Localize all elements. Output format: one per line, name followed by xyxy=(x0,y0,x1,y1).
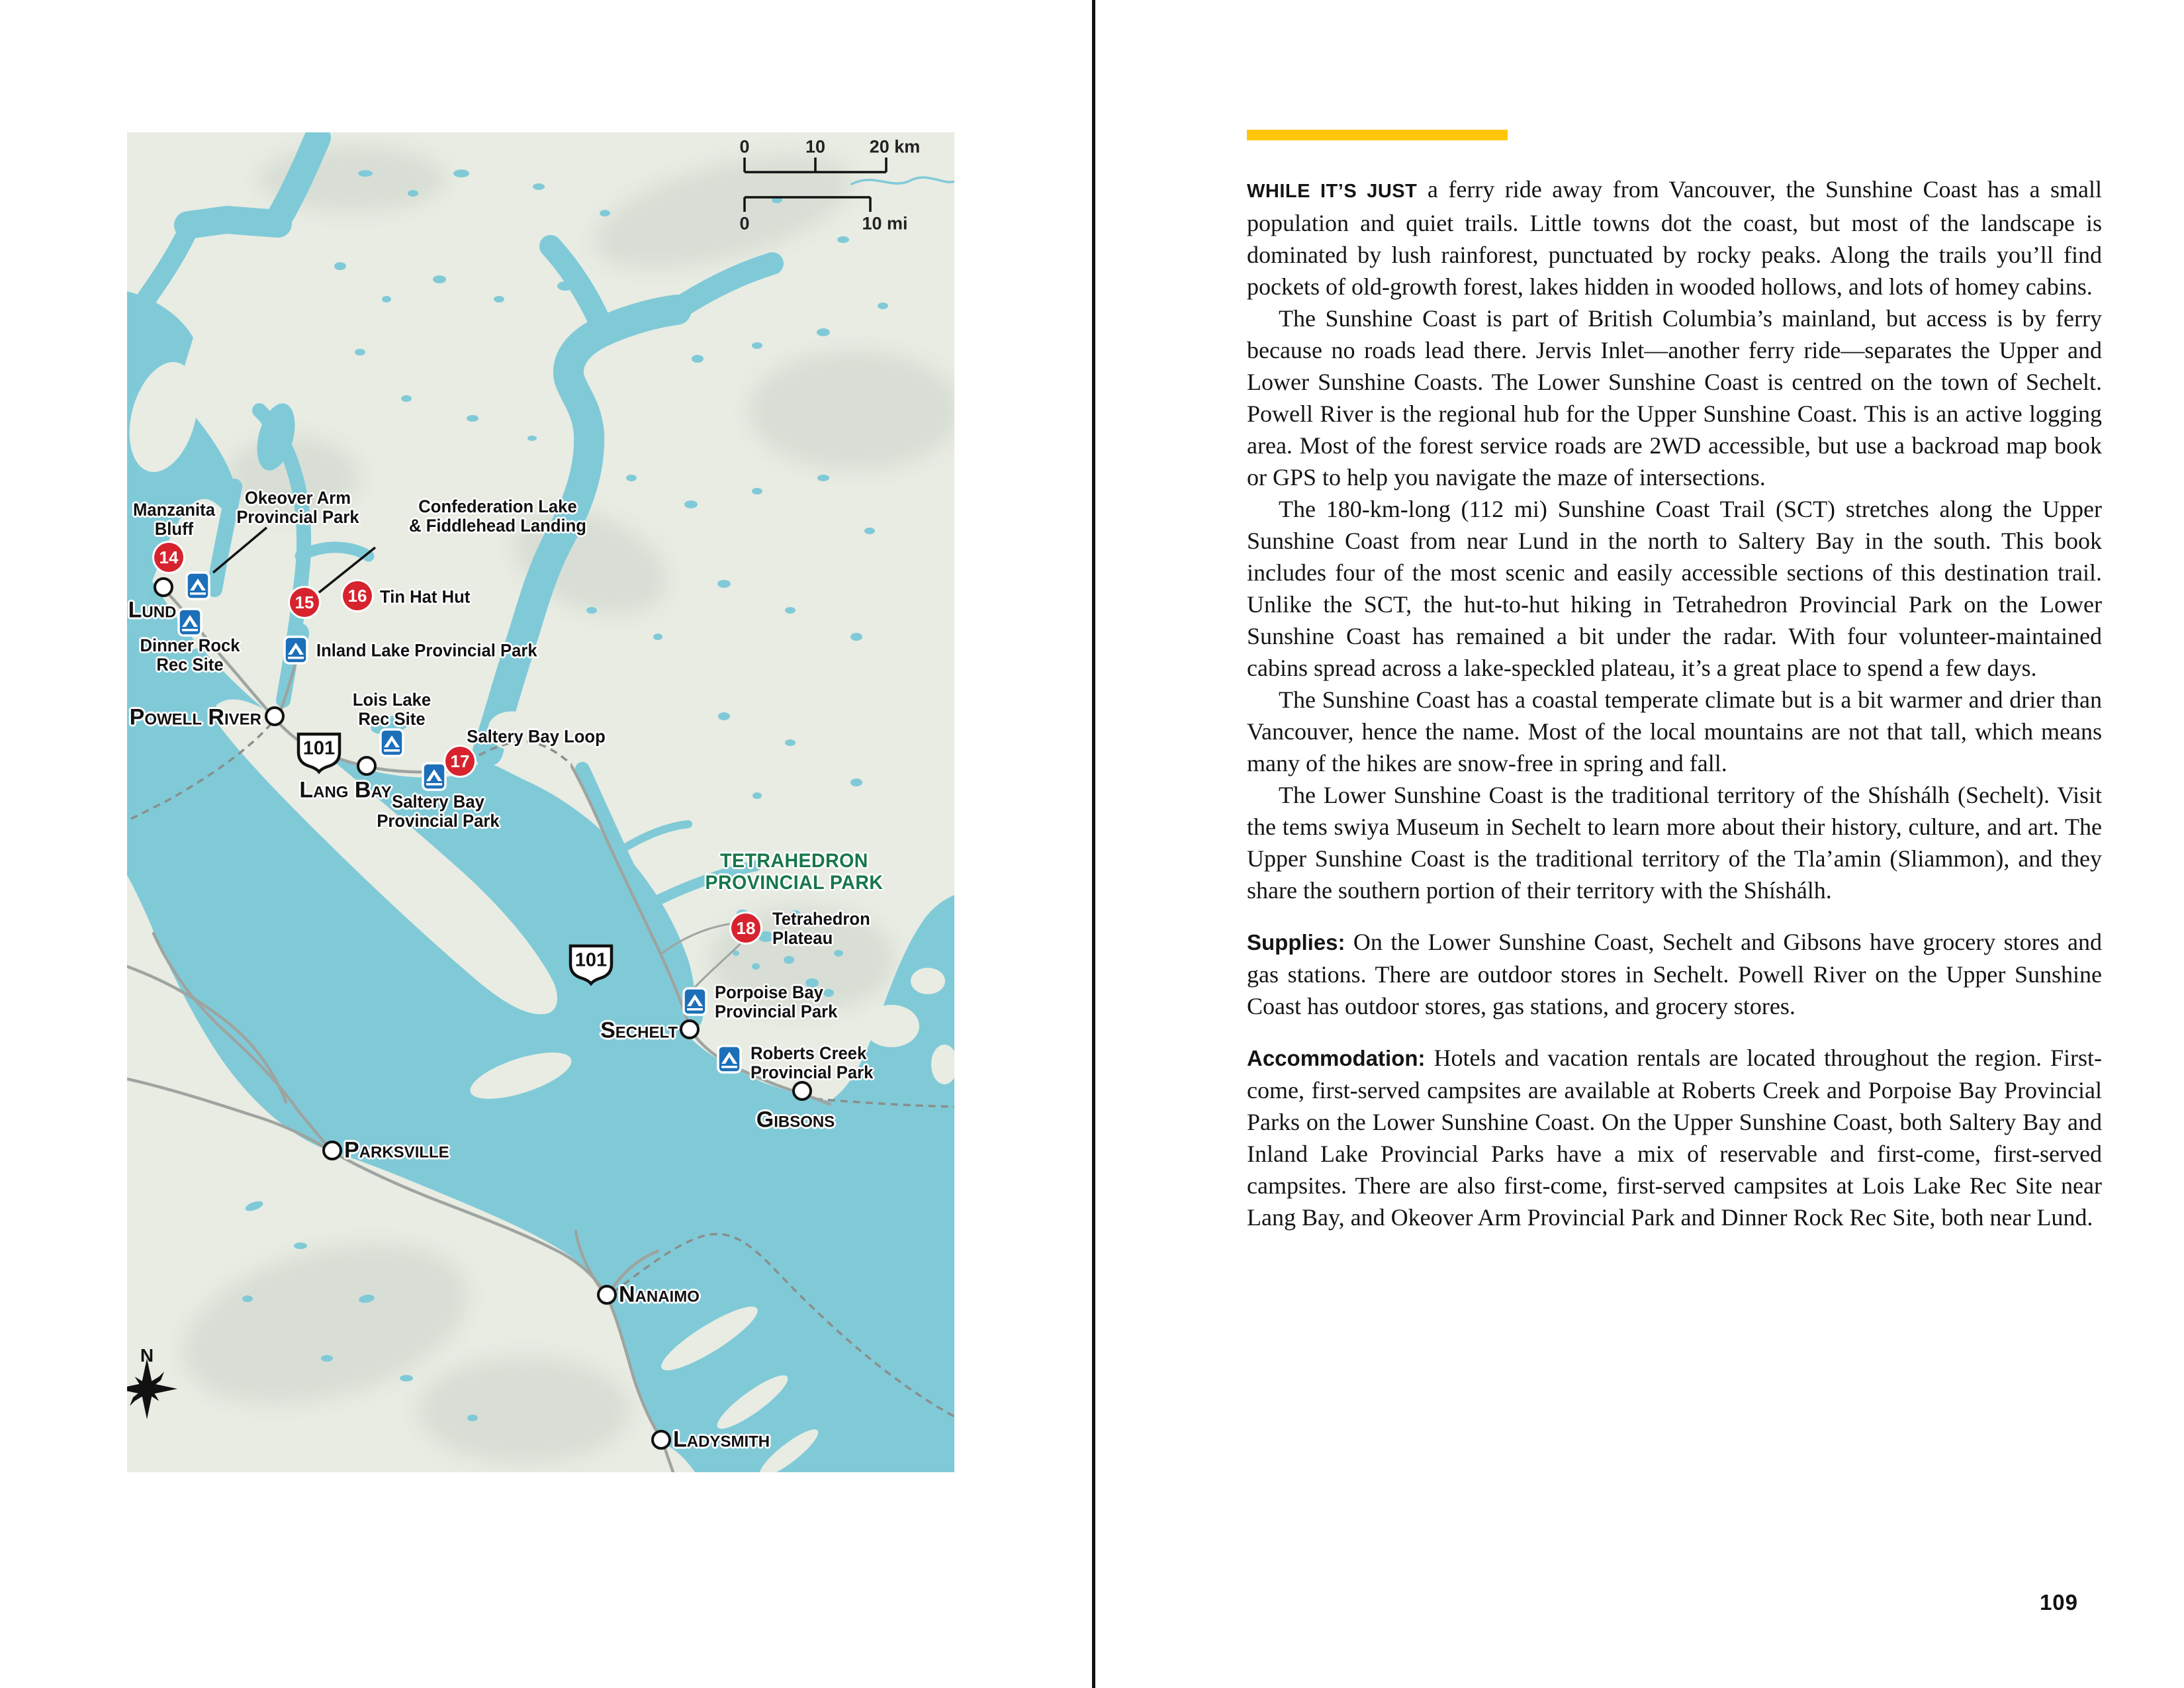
scale-label-km10: 10 xyxy=(805,136,826,157)
label-lois-lake xyxy=(353,690,431,729)
label-line: Rec Site xyxy=(156,655,224,675)
label-line: & Fiddlehead Landing xyxy=(409,516,586,536)
intro-body: a ferry ride away from Vancouver, the Sunshine Coast has a small population and quiet trails. Little towns dot the coast, but most of the landscape is dominated by lush rainforest, punctuated by rocky peaks. Along the trails you’ll find pockets of old-growth forest, lakes hidden in wooded hollows, and lots of homey cabins. xyxy=(1247,176,2103,300)
accommodation-label: Accommodation: xyxy=(1247,1046,1426,1070)
label-line: Bluff xyxy=(154,519,194,539)
campsite-icon-porpoise-bay xyxy=(684,988,706,1015)
town-label-sechelt: Sechelt xyxy=(600,1017,678,1043)
trail-marker-16: 16 xyxy=(343,581,372,610)
town-dot-nanaimo xyxy=(597,1285,617,1305)
trail-marker-15: 15 xyxy=(290,588,319,617)
town-dot-ladysmith xyxy=(651,1430,671,1450)
label-tetrahedron-provincial-park xyxy=(705,850,884,894)
paragraph-4: The Sunshine Coast has a coastal temperate climate but is a bit warmer and drier than Vancouver, hence the name. Most of the local mountains are not that tall, which means many of the hikes are snow-free in spring and fall. xyxy=(1247,686,2102,776)
label-line: Saltery Bay xyxy=(392,792,484,812)
label-line: Roberts Creek xyxy=(751,1043,867,1063)
town-dot-sechelt xyxy=(680,1019,700,1039)
town-label-gibsons: Gibsons xyxy=(756,1107,835,1133)
label-saltery-bay-park xyxy=(377,792,499,831)
paragraph-3: The 180-km-long (112 mi) Sunshine Coast Trail (SCT) stretches along the Upper Sunshine Coast from near Lund in the north to Saltery Bay in the south. This book includes four of the most scenic and easily accessible sections of this destination trail. Unlike the SCT, the hut-to-hut hiking in Tetrahedron Provincial Park on the Lower Sunshine Coast has remained a bit under the radar. With four volunteer-maintained cabins spread across a lake-speckled plateau, it’s a great place to spend a few days. xyxy=(1247,496,2102,681)
supplies-paragraph xyxy=(1247,926,2102,1022)
town-dot-parksville xyxy=(322,1141,342,1160)
label-line: Inland Lake Provincial Park xyxy=(316,640,537,661)
label-line: Dinner Rock xyxy=(140,635,240,655)
label-line: Confederation Lake xyxy=(418,496,577,516)
accommodation-paragraph xyxy=(1247,1042,2102,1233)
label-line: Tin Hat Hut xyxy=(380,586,471,607)
label-line: Tetrahedron xyxy=(772,909,870,929)
highway-101-number-north: 101 xyxy=(302,737,336,759)
supplies-body: On the Lower Sunshine Coast, Sechelt and Gibsons have grocery stores and gas stations. There are outdoor stores in Sechelt. Powell River on the Upper Sunshine Coast has outdoor stores, gas stations, and grocery stores. xyxy=(1247,929,2102,1019)
town-dot-lang-bay xyxy=(357,756,377,776)
label-line: Plateau xyxy=(772,928,833,948)
label-line: Okeover Arm xyxy=(244,488,351,508)
town-dot-powell-river xyxy=(265,706,285,726)
accommodation-body: Hotels and vacation rentals are located throughout the region. First-come, first-served campsites are available at Roberts Creek and Porpoise Bay Provincial Parks on the Lower Sunshine Coast. On the Upper Sunshine Coast, both Saltery Bay and Inland Lake Provincial Parks have a mix of reservable and first-come, first-served campsites. There are also first-come, first-served campsites at Lois Lake Rec Site near Lang Bay, and Okeover Arm Provincial Park and Dinner Rock Rec Site, both near Lund. xyxy=(1247,1045,2102,1231)
accent-bar xyxy=(1247,130,1508,140)
label-inland-lake xyxy=(316,641,537,661)
town-dot-gibsons xyxy=(792,1081,812,1101)
label-tin-hat-hut xyxy=(380,588,470,607)
label-okeover-arm xyxy=(236,489,359,527)
town-dot-lund xyxy=(154,577,173,597)
campsite-icon-dinner-rock xyxy=(179,609,201,635)
page-gutter-line xyxy=(1092,0,1095,1688)
label-line: Rec Site xyxy=(358,709,426,729)
label-line: Porpoise Bay xyxy=(715,982,823,1002)
label-line: Saltery Bay Loop xyxy=(467,726,606,747)
label-line: Provincial Park xyxy=(715,1002,838,1021)
trail-marker-17: 17 xyxy=(445,747,475,776)
label-confederation-lake xyxy=(409,497,586,536)
intro-lead-in: WHILE IT’S JUST xyxy=(1247,181,1418,202)
label-saltery-bay-loop xyxy=(467,727,606,747)
town-label-powell-river: Powell River xyxy=(129,704,261,730)
label-line: Provincial Park xyxy=(377,811,500,831)
trail-marker-14: 14 xyxy=(154,543,183,572)
label-line: TETRAHEDRON xyxy=(720,850,868,872)
paragraph-5: The Lower Sunshine Coast is the traditional territory of the Shíshálh (Sechelt). Visit the tems swiya Museum in Sechelt to learn more about their history, culture, and art. The Upper Sunshine Coast is the traditional territory of the Tla’amin (Sliammon), and they share the southern portion of their territory with the Shíshálh. xyxy=(1247,782,2102,904)
scale-label-mi0: 0 xyxy=(739,213,750,234)
intro-paragraph xyxy=(1247,173,2102,303)
campsite-icon-inland-lake xyxy=(285,637,307,663)
label-line: Provincial Park xyxy=(751,1062,874,1082)
label-line: Manzanita xyxy=(132,500,216,520)
scale-label-km20: 20 km xyxy=(869,136,921,157)
label-line: Provincial Park xyxy=(236,507,359,527)
town-label-nanaimo: Nanaimo xyxy=(619,1282,700,1307)
label-line: PROVINCIAL PARK xyxy=(705,872,884,894)
trail-marker-18: 18 xyxy=(731,914,760,943)
scale-label-mi10: 10 mi xyxy=(862,213,908,234)
campsite-icon-lois-lake xyxy=(381,729,403,756)
map-graphics xyxy=(127,132,954,1472)
campsite-icon-saltery-bay xyxy=(423,763,445,790)
town-label-lang-bay: Lang Bay xyxy=(299,777,392,803)
town-label-parksville: Parksville xyxy=(344,1137,449,1163)
article-text xyxy=(1247,173,2102,1233)
label-line: Lois Lake xyxy=(352,690,432,710)
campsite-icon-okeover xyxy=(187,573,209,599)
supplies-label: Supplies: xyxy=(1247,930,1345,955)
campsite-icon-roberts-creek xyxy=(718,1046,741,1072)
north-label: N xyxy=(140,1345,154,1366)
town-label-lund: Lund xyxy=(128,597,177,623)
label-dinner-rock xyxy=(140,636,240,675)
scale-label-km0: 0 xyxy=(739,136,750,157)
paragraph-2: The Sunshine Coast is part of British Columbia’s mainland, but access is by ferry because no roads lead there. Jervis Inlet—another ferry ride—separates the Upper and Lower Sunshine Coasts. The Lower Sunshine Coast is centred on the town of Sechelt. Powell River is the regional hub for the Upper Sunshine Coast. This is an active logging area. Most of the forest service roads are 2WD accessible, but use a backroad map book or GPS to help you navigate the maze of intersections. xyxy=(1247,305,2102,491)
label-tetrahedron-plateau xyxy=(772,910,870,948)
label-porpoise-bay-park xyxy=(715,983,837,1021)
page-number: 109 xyxy=(2039,1590,2078,1615)
compass-rose-icon xyxy=(127,1358,177,1419)
highway-101-number-south: 101 xyxy=(574,949,608,971)
town-label-ladysmith: Ladysmith xyxy=(673,1427,770,1452)
label-roberts-creek-park xyxy=(751,1044,873,1082)
label-manzanita-bluff xyxy=(133,500,215,539)
sunshine-coast-map xyxy=(127,132,954,1472)
